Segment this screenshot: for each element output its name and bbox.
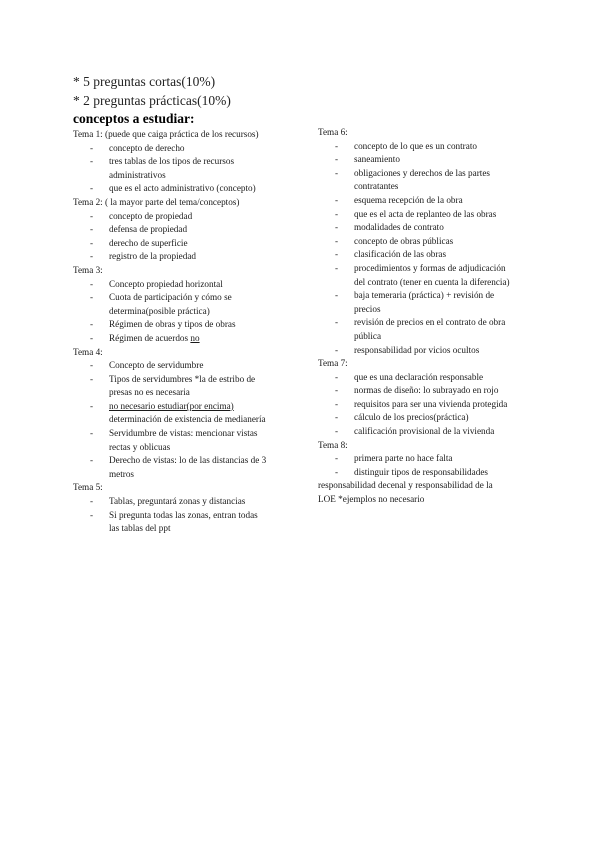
tema-heading: Tema 1: (puede que caiga práctica de los recursos)	[73, 129, 259, 139]
tema-heading: Tema 3:	[73, 264, 103, 275]
tema-item-list	[73, 278, 283, 346]
list-item: - cálculo de los precios(práctica)	[335, 412, 469, 423]
list-item: - Régimen de acuerdos no	[90, 332, 200, 343]
list-item: - concepto de obras públicas	[335, 235, 454, 246]
list-item: - derecho de superficie	[90, 237, 188, 248]
list-item: - modalidades de contrato	[335, 222, 444, 233]
left-column	[73, 128, 283, 536]
list-item: - obligaciones y derechos de las partes contratantes	[335, 167, 490, 192]
list-item: - Tablas, preguntará zonas y distancias	[90, 496, 246, 507]
list-item: - distinguir tipos de responsabilidades	[335, 466, 488, 477]
tema-item-list	[318, 452, 528, 479]
tema-item-list	[73, 142, 283, 196]
list-item: - Tipos de servidumbres *la de estribo de presas no es necesaria	[90, 373, 256, 398]
list-item: - responsabilidad por vicios ocultos	[335, 344, 480, 355]
list-item: - defensa de propiedad	[90, 224, 188, 235]
right-column	[318, 126, 528, 507]
list-item: - Régimen de obras y tipos de obras	[90, 319, 236, 330]
tema-heading: Tema 6:	[318, 127, 348, 137]
tema-heading: Tema 2: ( la mayor parte del tema/conceptos)	[73, 196, 240, 207]
list-item: - procedimientos y formas de adjudicación del contrato (tener en cuenta la diferencia)	[335, 262, 510, 287]
list-item: - Cuota de participación y cómo se determina(posible práctica)	[90, 292, 232, 316]
tema-heading: Tema 4:	[73, 346, 103, 357]
list-item: - concepto de derecho	[90, 142, 185, 153]
list-item: - registro de la propiedad	[90, 251, 196, 262]
header-line-short-questions: * 5 preguntas cortas(10%)	[73, 74, 216, 89]
tema-heading: Tema 7:	[318, 358, 348, 369]
list-item: - calificación provisional de la vivienda	[335, 426, 495, 437]
list-item: - concepto de lo que es un contrato	[335, 140, 477, 151]
list-item: - no necesario estudiar(por encima) determinación de existencia de medianería	[90, 400, 266, 425]
header-title: conceptos a estudiar:	[73, 111, 195, 126]
tema-item-list	[318, 140, 528, 358]
list-item: - que es una declaración responsable	[335, 371, 484, 382]
list-item: - esquema recepción de la obra	[335, 194, 463, 205]
list-item: - tres tablas de los tipos de recursos administrativos	[90, 156, 235, 180]
list-item: - saneamiento	[335, 154, 400, 165]
list-item: - que es el acta de replanteo de las obras	[335, 208, 497, 219]
list-item: - requisitos para ser una vivienda protegida	[335, 398, 508, 409]
document-header	[73, 73, 333, 128]
list-item: - Concepto propiedad horizontal	[90, 278, 223, 289]
tema-item-list	[73, 359, 283, 481]
list-item: - clasificación de las obras	[335, 249, 447, 260]
list-item: - revisión de precios en el contrato de obra pública	[335, 317, 506, 341]
list-item: - Derecho de vistas: lo de las distancias de 3 metros	[90, 455, 267, 479]
list-item: - normas de diseño: lo subrayado en rojo	[335, 385, 499, 396]
tema-item-list	[73, 210, 283, 264]
list-item: - Concepto de servidumbre	[90, 360, 204, 371]
list-item: - Si pregunta todas las zonas, entran todas las tablas del ppt	[90, 509, 258, 534]
header-line-practical-questions: * 2 preguntas prácticas(10%)	[73, 92, 231, 108]
paragraph-continuation: responsabilidad decenal y responsabilidad de la LOE *ejemplos no necesario	[318, 480, 493, 505]
list-item: - concepto de propiedad	[90, 210, 193, 221]
list-item: - baja temeraria (práctica) + revisión de precios	[335, 290, 495, 314]
tema-item-list	[318, 371, 528, 439]
tema-heading: Tema 5:	[73, 482, 103, 493]
tema-item-list	[73, 495, 283, 536]
tema-heading: Tema 8:	[318, 439, 348, 450]
list-item: - primera parte no hace falta	[335, 453, 453, 464]
list-item: - que es el acto administrativo (concepto)	[90, 183, 256, 194]
list-item: - Servidumbre de vistas: mencionar vistas rectas y oblicuas	[90, 428, 258, 452]
